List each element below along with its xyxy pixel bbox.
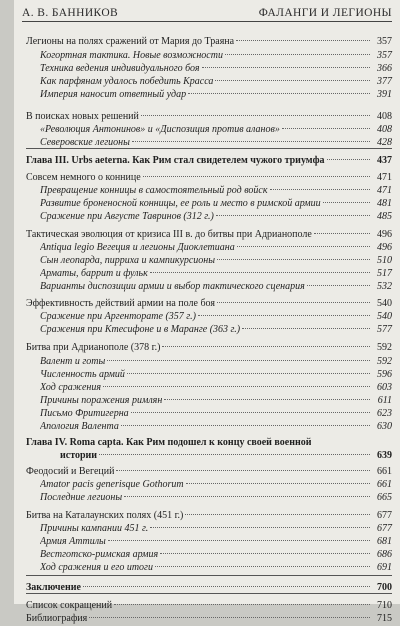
- toc-leader-dots: [216, 215, 370, 216]
- toc-page-number: 408: [377, 111, 392, 122]
- toc-page-number: 577: [377, 324, 392, 335]
- toc-entry[interactable]: [26, 562, 392, 575]
- toc-entry[interactable]: [26, 137, 392, 150]
- toc-entry-title: «Революция Антонинов» и «Диспозиция против аланов»: [40, 124, 280, 135]
- toc-entry[interactable]: [26, 395, 392, 408]
- toc-entry-title: Библиография: [26, 613, 88, 624]
- toc-entry[interactable]: [26, 76, 392, 89]
- toc-leader-dots: [237, 246, 370, 247]
- toc-page-number: 366: [377, 63, 392, 74]
- toc-page-number: 686: [377, 549, 392, 560]
- toc-leader-dots: [215, 80, 370, 81]
- toc-entry[interactable]: [26, 356, 392, 369]
- toc-entry-title: Превращение конницы в самостоятельный род войск: [40, 185, 268, 196]
- toc-leader-dots: [155, 566, 370, 567]
- toc-leader-dots: [127, 373, 370, 374]
- toc-entry-title: Amator pacis generisque Gothorum: [40, 479, 184, 490]
- toc-entry[interactable]: [26, 600, 392, 613]
- toc-entry[interactable]: [26, 155, 392, 168]
- toc-entry[interactable]: [26, 211, 392, 224]
- toc-leader-dots: [132, 141, 370, 142]
- toc-entry[interactable]: [26, 369, 392, 382]
- toc-leader-dots: [188, 93, 370, 94]
- toc-page-number: 639: [377, 450, 392, 461]
- toc-page-number: 428: [377, 137, 392, 148]
- toc-page-number: 661: [377, 479, 392, 490]
- toc-page-number: 357: [377, 36, 392, 47]
- toc-entry-title: Феодосий и Вегеций: [26, 466, 115, 477]
- toc-page-number: 481: [377, 198, 392, 209]
- toc-entry[interactable]: [26, 324, 392, 337]
- toc-entry-title: Сражения при Ктесифоне и в Маранге (363 г.): [40, 324, 241, 335]
- toc-page-number: 540: [377, 298, 392, 309]
- toc-page-number: 700: [377, 582, 392, 593]
- toc-leader-dots: [121, 425, 370, 426]
- toc-entry[interactable]: [26, 298, 392, 311]
- toc-leader-dots: [307, 285, 370, 286]
- toc-entry-title: В поисках новых решений: [26, 111, 139, 122]
- toc-page-number: 681: [377, 536, 392, 547]
- toc-page-number: 603: [377, 382, 392, 393]
- toc-leader-dots: [131, 412, 370, 413]
- toc-page-number: 496: [377, 242, 392, 253]
- toc-leader-dots: [270, 189, 370, 190]
- toc-entry-title: Заключение: [26, 582, 81, 593]
- toc-page-number: 592: [377, 356, 392, 367]
- toc-leader-dots: [89, 617, 370, 618]
- running-header: [22, 1, 392, 19]
- toc-entry-title: Варианты диспозиции армии и выбор тактического сценария: [40, 281, 305, 292]
- toc-entry-title: Численность армий: [40, 369, 125, 380]
- toc-entry-title: Развитие броненосной конницы, ее роль и место в римской армии: [40, 198, 321, 209]
- toc-entry[interactable]: [26, 479, 392, 492]
- toc-leader-dots: [236, 40, 370, 41]
- book-page: [14, 0, 400, 624]
- toc-page-number: 517: [377, 268, 392, 279]
- toc-entry[interactable]: [26, 523, 392, 536]
- toc-entry[interactable]: [26, 311, 392, 324]
- toc-leader-dots: [164, 399, 370, 400]
- toc-leader-dots: [314, 233, 370, 234]
- toc-entry[interactable]: [26, 89, 392, 102]
- toc-entry[interactable]: [26, 255, 392, 268]
- toc-page-number: 408: [377, 124, 392, 135]
- toc-leader-dots: [114, 604, 370, 605]
- toc-leader-dots: [107, 360, 370, 361]
- header-book-title: ФАЛАНГИ И ЛЕГИОНЫ: [258, 7, 392, 19]
- toc-entry[interactable]: [26, 198, 392, 211]
- toc-entry[interactable]: [26, 466, 392, 479]
- toc-entry[interactable]: [26, 549, 392, 562]
- toc-page-number: 596: [377, 369, 392, 380]
- toc-entry[interactable]: [26, 268, 392, 281]
- toc-entry[interactable]: [26, 229, 392, 242]
- toc-entry-title: Империя наносит ответный удар: [40, 89, 187, 100]
- toc-entry[interactable]: [26, 185, 392, 198]
- toc-entry[interactable]: [26, 111, 392, 124]
- toc-entry-title: Арматы, баррит и фульк: [40, 268, 148, 279]
- toc-entry[interactable]: [26, 124, 392, 137]
- toc-page-number: 691: [377, 562, 392, 573]
- toc-entry[interactable]: [26, 408, 392, 421]
- toc-leader-dots: [141, 115, 370, 116]
- toc-leader-dots: [282, 128, 370, 129]
- toc-entry-title: Сражение при Августе Тавринов (312 г.): [40, 211, 214, 222]
- toc-leader-dots: [150, 527, 370, 528]
- toc-entry-title: Тактическая эволюция от кризиса III в. до битвы при Адрианополе: [26, 229, 312, 240]
- toc-entry-title: Сражение при Аргенторате (357 г.): [40, 311, 196, 322]
- toc-page-number: 715: [377, 613, 392, 624]
- toc-page-number: 661: [377, 466, 392, 477]
- section-separator: [26, 575, 392, 576]
- toc-page-number: 630: [377, 421, 392, 432]
- toc-leader-dots: [217, 259, 370, 260]
- toc-entry[interactable]: [26, 36, 392, 49]
- toc-page-number: 377: [377, 76, 392, 87]
- toc-page-number: 677: [377, 510, 392, 521]
- toc-entry-title: Когортная тактика. Новые возможности: [40, 50, 223, 61]
- toc-leader-dots: [116, 470, 370, 471]
- toc-entry-title: Ход сражения: [40, 382, 101, 393]
- toc-entry[interactable]: [26, 510, 392, 523]
- toc-entry-title: Валент и готы: [40, 356, 106, 367]
- toc-leader-dots: [217, 302, 370, 303]
- toc-entry-title: Северовские легионы: [40, 137, 130, 148]
- toc-entry-title: Легионы на полях сражений от Мария до Траяна: [26, 36, 235, 47]
- toc-page-number: 677: [377, 523, 392, 534]
- toc-page-number: 592: [377, 342, 392, 353]
- toc-entry-title: Последние легионы: [40, 492, 123, 503]
- toc-entry-title: Причины кампании 451 г.: [40, 523, 149, 534]
- toc-entry[interactable]: [26, 492, 392, 505]
- toc-page-number: 437: [377, 155, 392, 166]
- toc-entry[interactable]: [26, 63, 392, 76]
- toc-entry[interactable]: [26, 450, 392, 463]
- toc-entry-title: Глава IV. Roma capta. Как Рим подошел к концу своей военной: [26, 437, 312, 448]
- toc-entry[interactable]: [26, 437, 392, 450]
- toc-entry-title: Битва при Адрианополе (378 г.): [26, 342, 161, 353]
- toc-leader-dots: [186, 483, 370, 484]
- toc-leader-dots: [225, 54, 370, 55]
- toc-page-number: 710: [377, 600, 392, 611]
- toc-page-number: 510: [377, 255, 392, 266]
- toc-entry-title: Техника ведения индивидуального боя: [40, 63, 200, 74]
- toc-entry[interactable]: [26, 242, 392, 255]
- toc-entry[interactable]: [26, 281, 392, 294]
- toc-page-number: 623: [377, 408, 392, 419]
- toc-leader-dots: [242, 328, 370, 329]
- toc-entry-title: Сын леопарда, пирриха и кампикурсионы: [40, 255, 216, 266]
- toc-entry[interactable]: [26, 172, 392, 185]
- toc-entry[interactable]: [26, 582, 392, 595]
- toc-leader-dots: [103, 386, 370, 387]
- toc-page-number: 471: [377, 172, 392, 183]
- toc-leader-dots: [99, 454, 370, 455]
- toc-page-number: 485: [377, 211, 392, 222]
- toc-entry[interactable]: [26, 536, 392, 549]
- toc-page-number: 471: [377, 185, 392, 196]
- toc-leader-dots: [143, 176, 370, 177]
- toc-entry-title: Битва на Каталаунских полях (451 г.): [26, 510, 184, 521]
- toc-entry-title: Апология Валента: [40, 421, 119, 432]
- toc-entry[interactable]: [26, 421, 392, 434]
- toc-leader-dots: [162, 346, 370, 347]
- toc-entry-title: Глава III. Urbs aeterna. Как Рим стал свидетелем чужого триумфа: [26, 155, 325, 166]
- toc-page-number: 496: [377, 229, 392, 240]
- toc-entry-title: Причины поражения римлян: [40, 395, 163, 406]
- toc-leader-dots: [185, 514, 370, 515]
- toc-leader-dots: [202, 67, 370, 68]
- toc-leader-dots: [160, 553, 370, 554]
- toc-entry-title: Эффективность действий армии на поле боя: [26, 298, 215, 309]
- toc-leader-dots: [198, 315, 370, 316]
- toc-page-number: 540: [377, 311, 392, 322]
- toc-page-number: 532: [377, 281, 392, 292]
- toc-entry-title: Как парфянам удалось победить Красса: [40, 76, 214, 87]
- toc-entry-title: Список сокращений: [26, 600, 113, 611]
- toc-entry[interactable]: [26, 382, 392, 395]
- toc-entry-title: истории: [60, 450, 98, 461]
- toc-leader-dots: [124, 496, 370, 497]
- toc-entry[interactable]: [26, 342, 392, 355]
- toc-entry-title: Ход сражения и его итоги: [40, 562, 153, 573]
- toc-entry-title: Вестготско-римская армия: [40, 549, 159, 560]
- toc-leader-dots: [150, 272, 370, 273]
- toc-entry-title: Antiqua legio Вегеция и легионы Диоклетиана: [40, 242, 235, 253]
- toc-page-number: 611: [377, 395, 392, 406]
- header-author: А. В. БАННИКОВ: [22, 7, 119, 19]
- toc-page-number: 665: [377, 492, 392, 503]
- toc-entry-title: Письмо Фритигерна: [40, 408, 129, 419]
- toc-entry-title: Совсем немного о коннице: [26, 172, 141, 183]
- toc-page-number: 391: [377, 89, 392, 100]
- header-rule: [22, 21, 392, 22]
- toc-leader-dots: [327, 159, 370, 160]
- toc-leader-dots: [323, 202, 370, 203]
- toc-leader-dots: [83, 586, 370, 587]
- toc-page-number: 357: [377, 50, 392, 61]
- toc-entry[interactable]: [26, 613, 392, 626]
- toc-entry[interactable]: [26, 50, 392, 63]
- toc-leader-dots: [108, 540, 370, 541]
- toc-entry-title: Армия Аттилы: [40, 536, 106, 547]
